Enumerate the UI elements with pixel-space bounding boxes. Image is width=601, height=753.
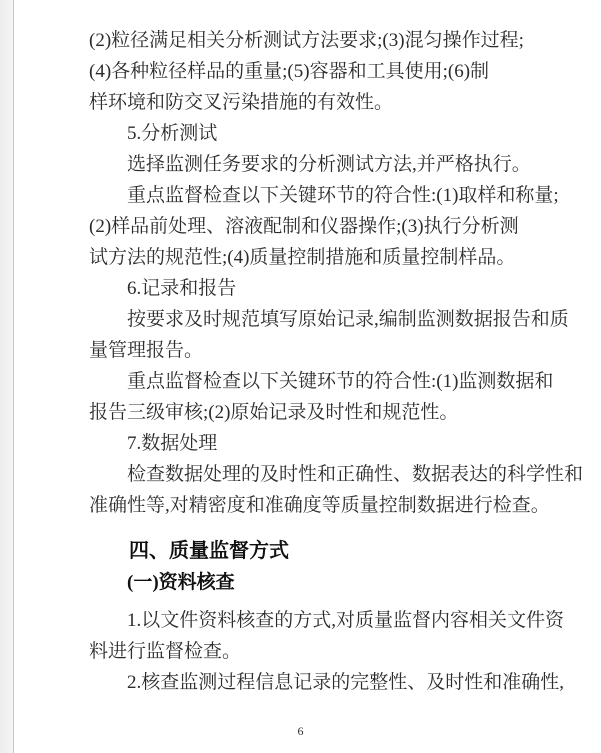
text-line: 检查数据处理的及时性和正确性、数据表达的科学性和	[127, 464, 584, 485]
subsection-heading: (一)资料核查	[127, 572, 235, 593]
text-line: (2)样品前处理、溶液配制和仪器操作;(3)执行分析测	[89, 216, 519, 237]
text-line: (2)粒径满足相关分析测试方法要求;(3)混匀操作过程;	[89, 30, 524, 51]
text-line: 7.数据处理	[127, 433, 218, 454]
text-line: 样环境和防交叉污染措施的有效性。	[89, 92, 394, 113]
document-body	[89, 25, 584, 698]
page-edge-shadow	[0, 0, 14, 753]
page-number: 6	[297, 724, 304, 738]
text-line: 量管理报告。	[89, 340, 204, 361]
text-line: 料进行监督检查。	[89, 641, 242, 662]
text-line: 2.核查监测过程信息记录的完整性、及时性和准确性,	[127, 672, 565, 693]
text-line: 准确性等,对精密度和准确度等质量控制数据进行检查。	[89, 495, 550, 516]
text-line: 按要求及时规范填写原始记录,编制监测数据报告和质	[127, 309, 569, 330]
text-line: 1.以文件资料核查的方式,对质量监督内容相关文件资	[127, 610, 565, 631]
text-line: 重点监督检查以下关键环节的符合性:(1)监测数据和	[127, 371, 554, 392]
text-line: 报告三级审核;(2)原始记录及时性和规范性。	[89, 402, 459, 423]
text-line: 5.分析测试	[127, 123, 218, 144]
text-line: 重点监督检查以下关键环节的符合性:(1)取样和称量;	[127, 185, 559, 206]
text-line: (4)各种粒径样品的重量;(5)容器和工具使用;(6)制	[89, 61, 490, 82]
section-heading: 四、质量监督方式	[129, 540, 289, 562]
text-line: 试方法的规范性;(4)质量控制措施和质量控制样品。	[89, 247, 516, 268]
text-line: 选择监测任务要求的分析测试方法,并严格执行。	[127, 154, 531, 175]
text-line: 6.记录和报告	[127, 278, 237, 299]
